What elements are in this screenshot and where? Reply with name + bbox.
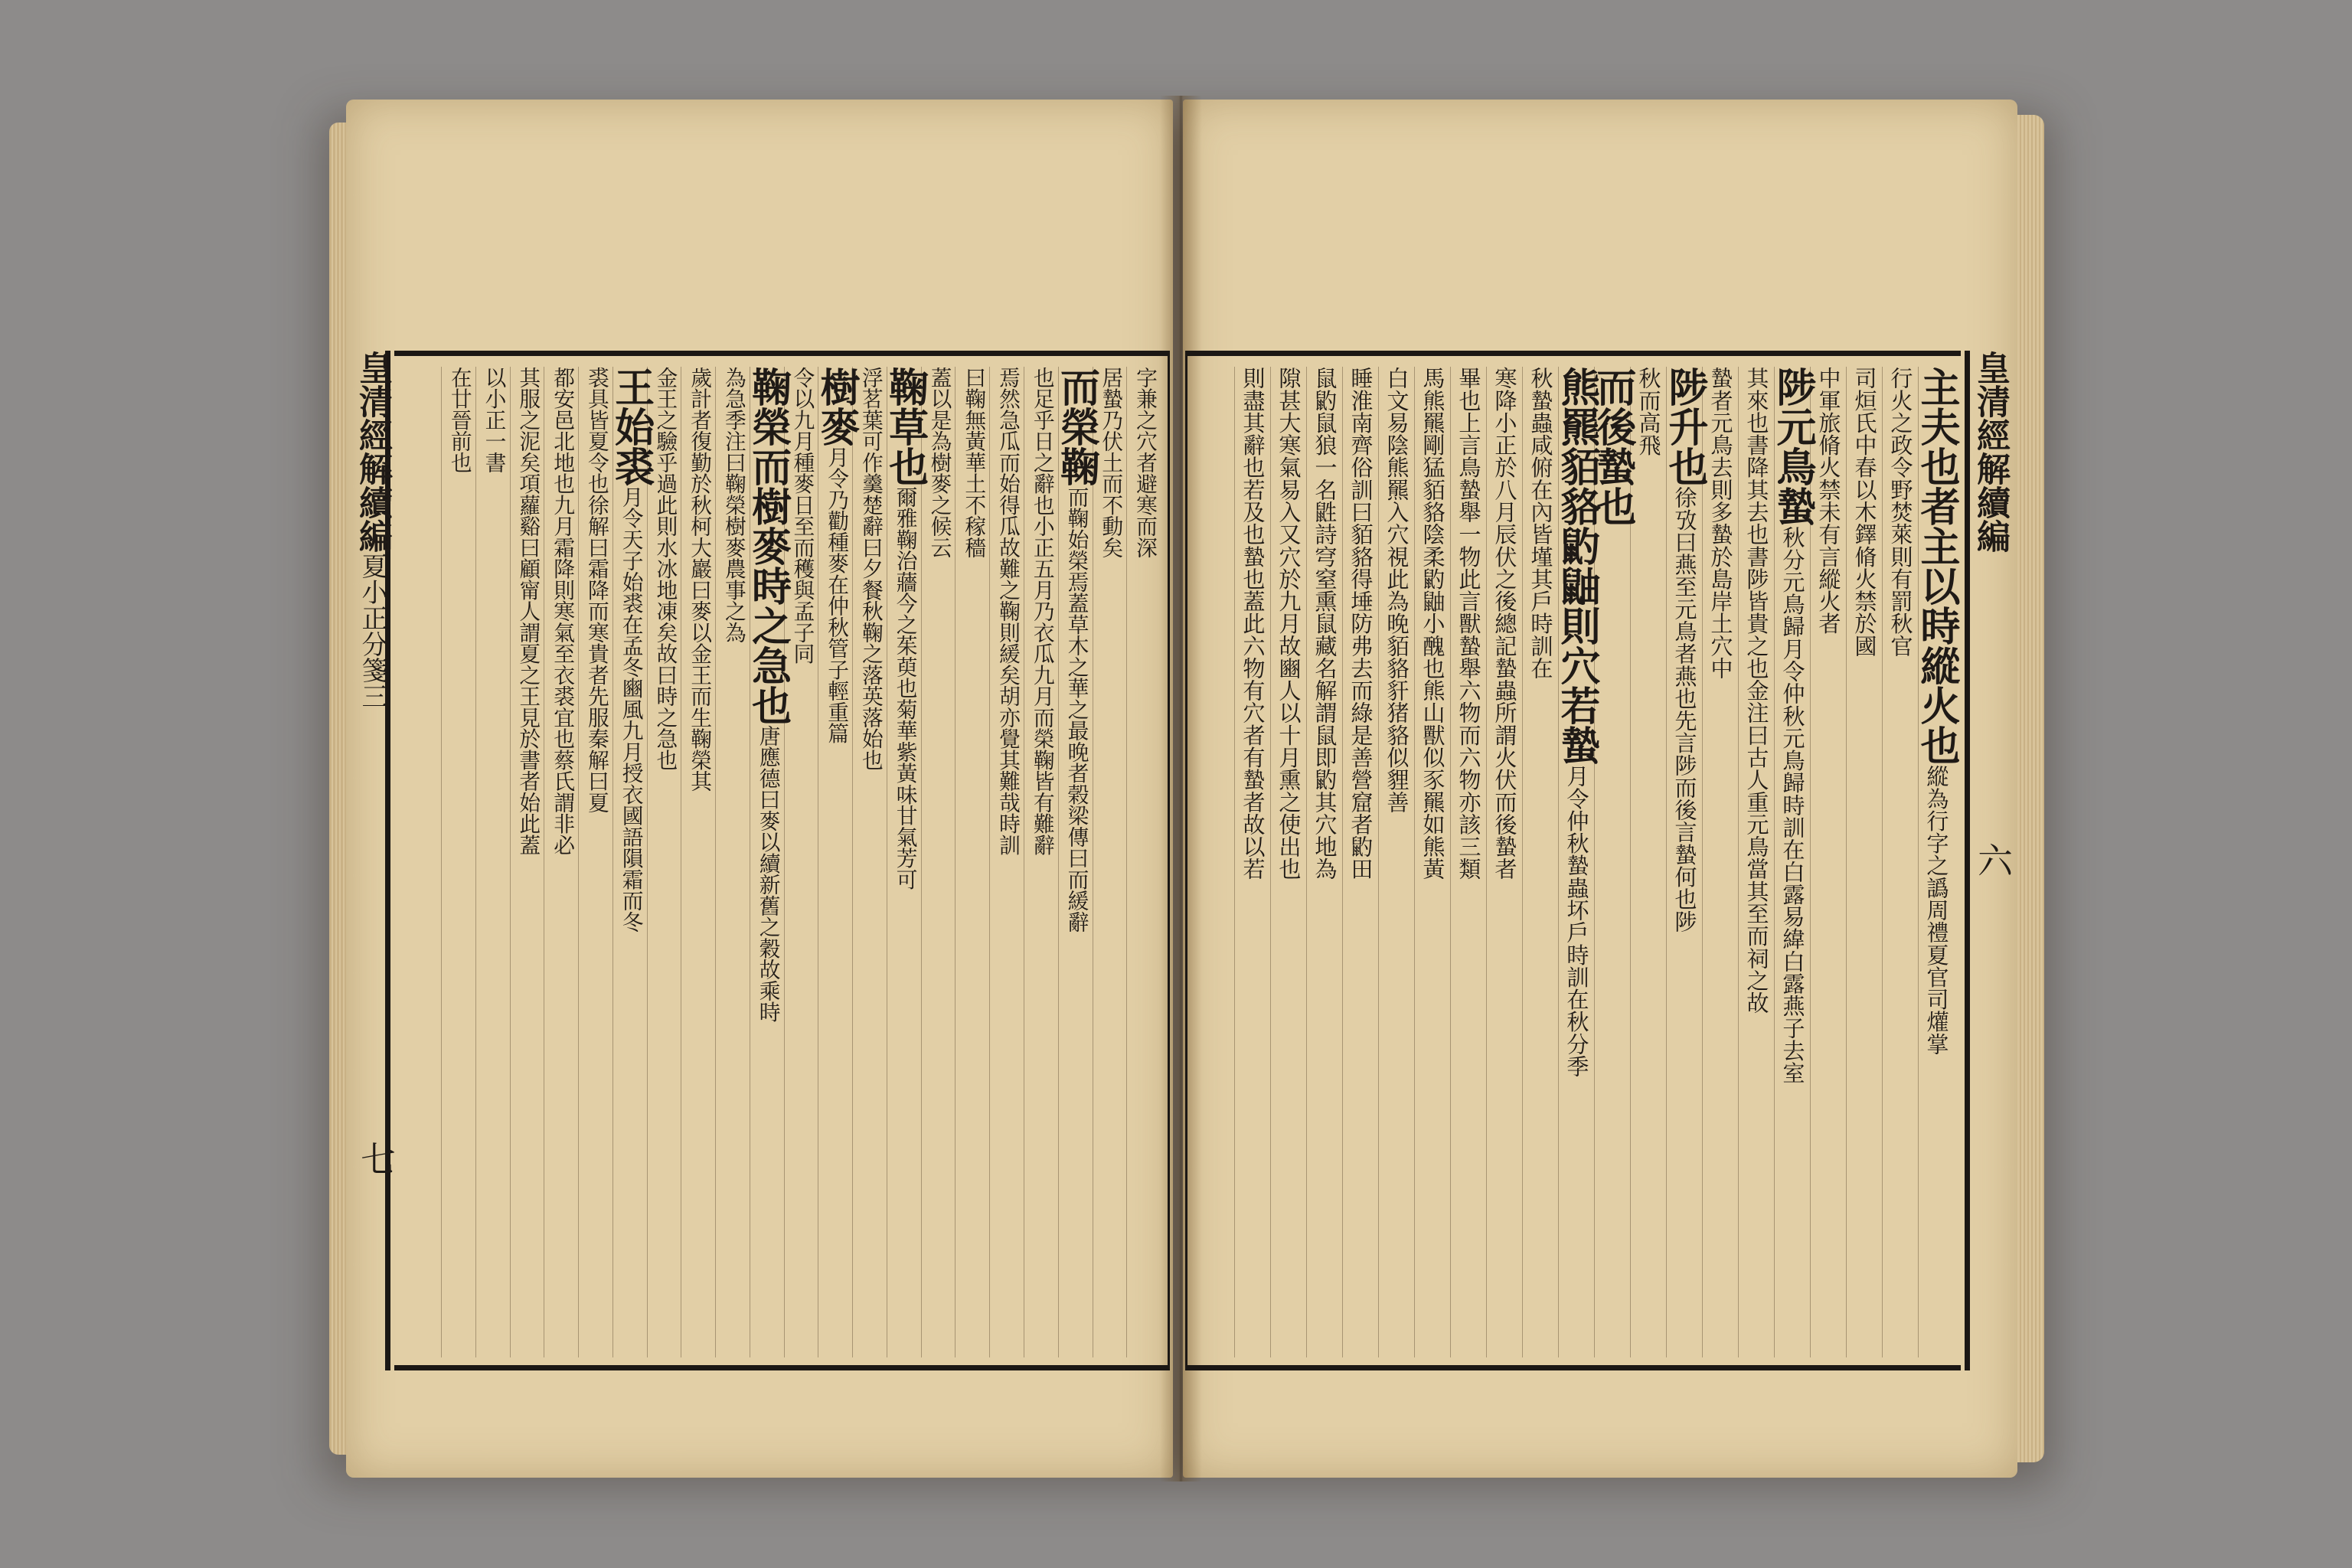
text-column <box>955 367 990 1357</box>
text-column <box>1702 367 1739 1357</box>
text-column <box>544 367 579 1357</box>
text-column <box>510 367 545 1357</box>
commentary-text: 都安邑北地也九月霜降則寒氣至衣裘宜也蔡氏謂非必 <box>550 367 576 856</box>
commentary-text: 在廿晉前也 <box>446 367 472 473</box>
text-column <box>1522 367 1559 1357</box>
text-column <box>1342 367 1379 1357</box>
left-text-frame <box>394 351 1170 1370</box>
commentary-text: 其服之泥矣項蘿谿曰顧甯人謂夏之王見於書者始此蓋 <box>515 367 541 856</box>
commentary-text: 居蟄乃伏土而不動矣 <box>1098 367 1124 558</box>
text-column <box>1378 367 1415 1357</box>
text-column <box>1486 367 1523 1357</box>
text-column <box>1053 367 1100 1357</box>
commentary-text: 也足乎日之辭也小正五月乃衣瓜九月而榮鞠皆有難辭 <box>1029 367 1055 856</box>
text-column <box>1882 367 1919 1357</box>
margin-section: 夏小正分箋三 <box>357 553 387 709</box>
right-text-frame <box>1185 351 1961 1370</box>
text-column <box>1126 367 1161 1357</box>
main-text: 陟升也 <box>1661 367 1708 486</box>
commentary-text: 唐應德曰麥以續新舊之穀故乘時 <box>755 725 781 1023</box>
main-text: 熊羆貊貉䶂鼬則穴若蟄 <box>1553 367 1600 765</box>
text-column <box>475 367 511 1357</box>
commentary-text: 鼠䶂鼠狼一名鼪詩穹窒熏鼠藏名解謂鼠即䶂其穴地為 <box>1312 367 1338 880</box>
commentary-text: 徐攷曰燕至元鳥者燕也先言陟而後言蟄何也陟 <box>1671 486 1697 933</box>
text-column <box>715 367 750 1357</box>
text-column <box>1414 367 1451 1357</box>
text-column <box>1553 367 1600 1357</box>
commentary-text: 而鞠始榮焉蓋草木之華之最晚者榖梁傳曰而緩辭 <box>1063 486 1089 933</box>
commentary-text: 月令乃勸種麥在仲秋管子輕重篇 <box>824 446 850 744</box>
text-column <box>1450 367 1487 1357</box>
commentary-text: 秋蟄蟲咸俯在內皆墐其戶時訓在 <box>1527 367 1553 679</box>
main-text: 鞠草也 <box>881 367 929 486</box>
text-column <box>744 367 792 1357</box>
commentary-text: 中軍旅脩火禁未有言縱火者 <box>1815 367 1841 635</box>
commentary-text: 以小正一書 <box>481 367 507 473</box>
commentary-text: 焉然急瓜而始得瓜故難之鞠則緩矣胡亦覺其難哉時訓 <box>995 367 1021 856</box>
commentary-text: 秋分元鳥歸月令仲秋元鳥歸時訓在白露易緯白露燕子去室 <box>1779 526 1805 1084</box>
main-text: 王始裘 <box>607 367 655 486</box>
commentary-text: 爾雅鞠治蘠今之茱萸也菊華紫黃味甘氣芳可 <box>892 486 918 890</box>
main-text: 而後蟄也 <box>1589 367 1636 526</box>
text-column <box>1093 367 1128 1357</box>
commentary-text: 秋而高飛 <box>1635 367 1661 456</box>
text-column <box>1306 367 1343 1357</box>
commentary-text: 月令天子始裘在孟冬豳風九月授衣國語隕霜而冬 <box>618 486 644 933</box>
text-column <box>441 367 476 1357</box>
commentary-text: 字兼之穴者避寒而深 <box>1132 367 1158 558</box>
commentary-text: 金王之驗乎過此則水冰地凍矣故曰時之急也 <box>652 367 678 771</box>
commentary-text: 浮茗葉可作羹楚辭曰夕餐秋鞠之落英落始也 <box>858 367 884 771</box>
commentary-text: 則盡其辭也若及也蟄也蓋此六物有穴者有蟄者故以若 <box>1240 367 1266 880</box>
text-column <box>681 367 716 1357</box>
main-text: 主夫也者主以時縱火也 <box>1913 367 1960 765</box>
commentary-text: 司烜氏中春以木鐸脩火禁於國 <box>1851 367 1877 657</box>
commentary-text: 馬熊羆剛猛貊貉陰柔䶂鼬小醜也熊山獸似豕羆如熊黃 <box>1419 367 1446 880</box>
main-text: 陟元鳥蟄 <box>1769 367 1816 526</box>
commentary-text: 蓋以是為樹麥之候云 <box>926 367 952 558</box>
commentary-text: 隙甚大寒氣易入又穴於九月故豳人以十月熏之使出也 <box>1276 367 1302 880</box>
left-folio: 七 <box>355 1141 397 1176</box>
text-column <box>578 367 613 1357</box>
text-column <box>1913 367 1960 1357</box>
commentary-text: 月令仲秋蟄蟲坏戶時訓在秋分季 <box>1563 765 1589 1077</box>
text-column <box>647 367 682 1357</box>
text-column <box>1024 367 1059 1357</box>
commentary-text: 睡淮南齊俗訓曰貊貉得埵防弗去而綠是善營窟者䶂田 <box>1348 367 1374 880</box>
text-column <box>881 367 929 1357</box>
margin-title: 皇清經解續編 <box>353 351 392 553</box>
commentary-text: 裘具皆夏令也徐解曰霜降而寒貴者先服秦解曰夏 <box>583 367 609 813</box>
text-column <box>607 367 655 1357</box>
text-column <box>852 367 887 1357</box>
text-column <box>921 367 956 1357</box>
text-column <box>1234 367 1271 1357</box>
text-column <box>1661 367 1708 1357</box>
text-column <box>1270 367 1307 1357</box>
main-text: 鞠榮而樹麥時之急也 <box>744 367 792 725</box>
commentary-text: 寒降小正於八月辰伏之後總記蟄蟲所謂火伏而後蟄者 <box>1491 367 1517 880</box>
commentary-text: 曰鞠無黃華土不稼穡 <box>961 367 987 558</box>
commentary-text: 行火之政令野焚萊則有罰秋官 <box>1887 367 1913 657</box>
commentary-text: 其來也書降其去也書陟皆貴之也金注曰古人重元鳥當其至而祠之故 <box>1743 367 1769 1014</box>
commentary-text: 歲計者復勤於秋柯大巖曰麥以金王而生鞠榮其 <box>687 367 713 792</box>
right-folio: 六 <box>1972 842 2014 877</box>
main-text: 而榮鞠 <box>1053 367 1100 486</box>
text-column <box>1738 367 1775 1357</box>
left-margin-title <box>346 351 397 1360</box>
text-column <box>1769 367 1816 1357</box>
commentary-text: 白文易陰熊羆入穴視此為晚貊貉豻猪貉似貍善 <box>1383 367 1410 813</box>
commentary-text: 縱為行字之譌周禮夏官司爟掌 <box>1923 765 1949 1055</box>
commentary-text: 為急季注曰鞠榮樹麥農事之為 <box>720 367 746 643</box>
text-column <box>1846 367 1883 1357</box>
main-text: 樹麥 <box>813 367 861 446</box>
commentary-text: 蟄者元鳥去則多蟄於島岸土穴中 <box>1707 367 1733 679</box>
margin-title: 皇清經解續編 <box>1971 351 2010 553</box>
text-column <box>813 367 861 1357</box>
commentary-text: 令以九月種麥日至而穫與孟子同 <box>789 367 815 665</box>
text-column <box>989 367 1024 1357</box>
commentary-text: 畢也上言鳥蟄舉一物此言獸蟄舉六物而六物亦該三類 <box>1455 367 1481 880</box>
